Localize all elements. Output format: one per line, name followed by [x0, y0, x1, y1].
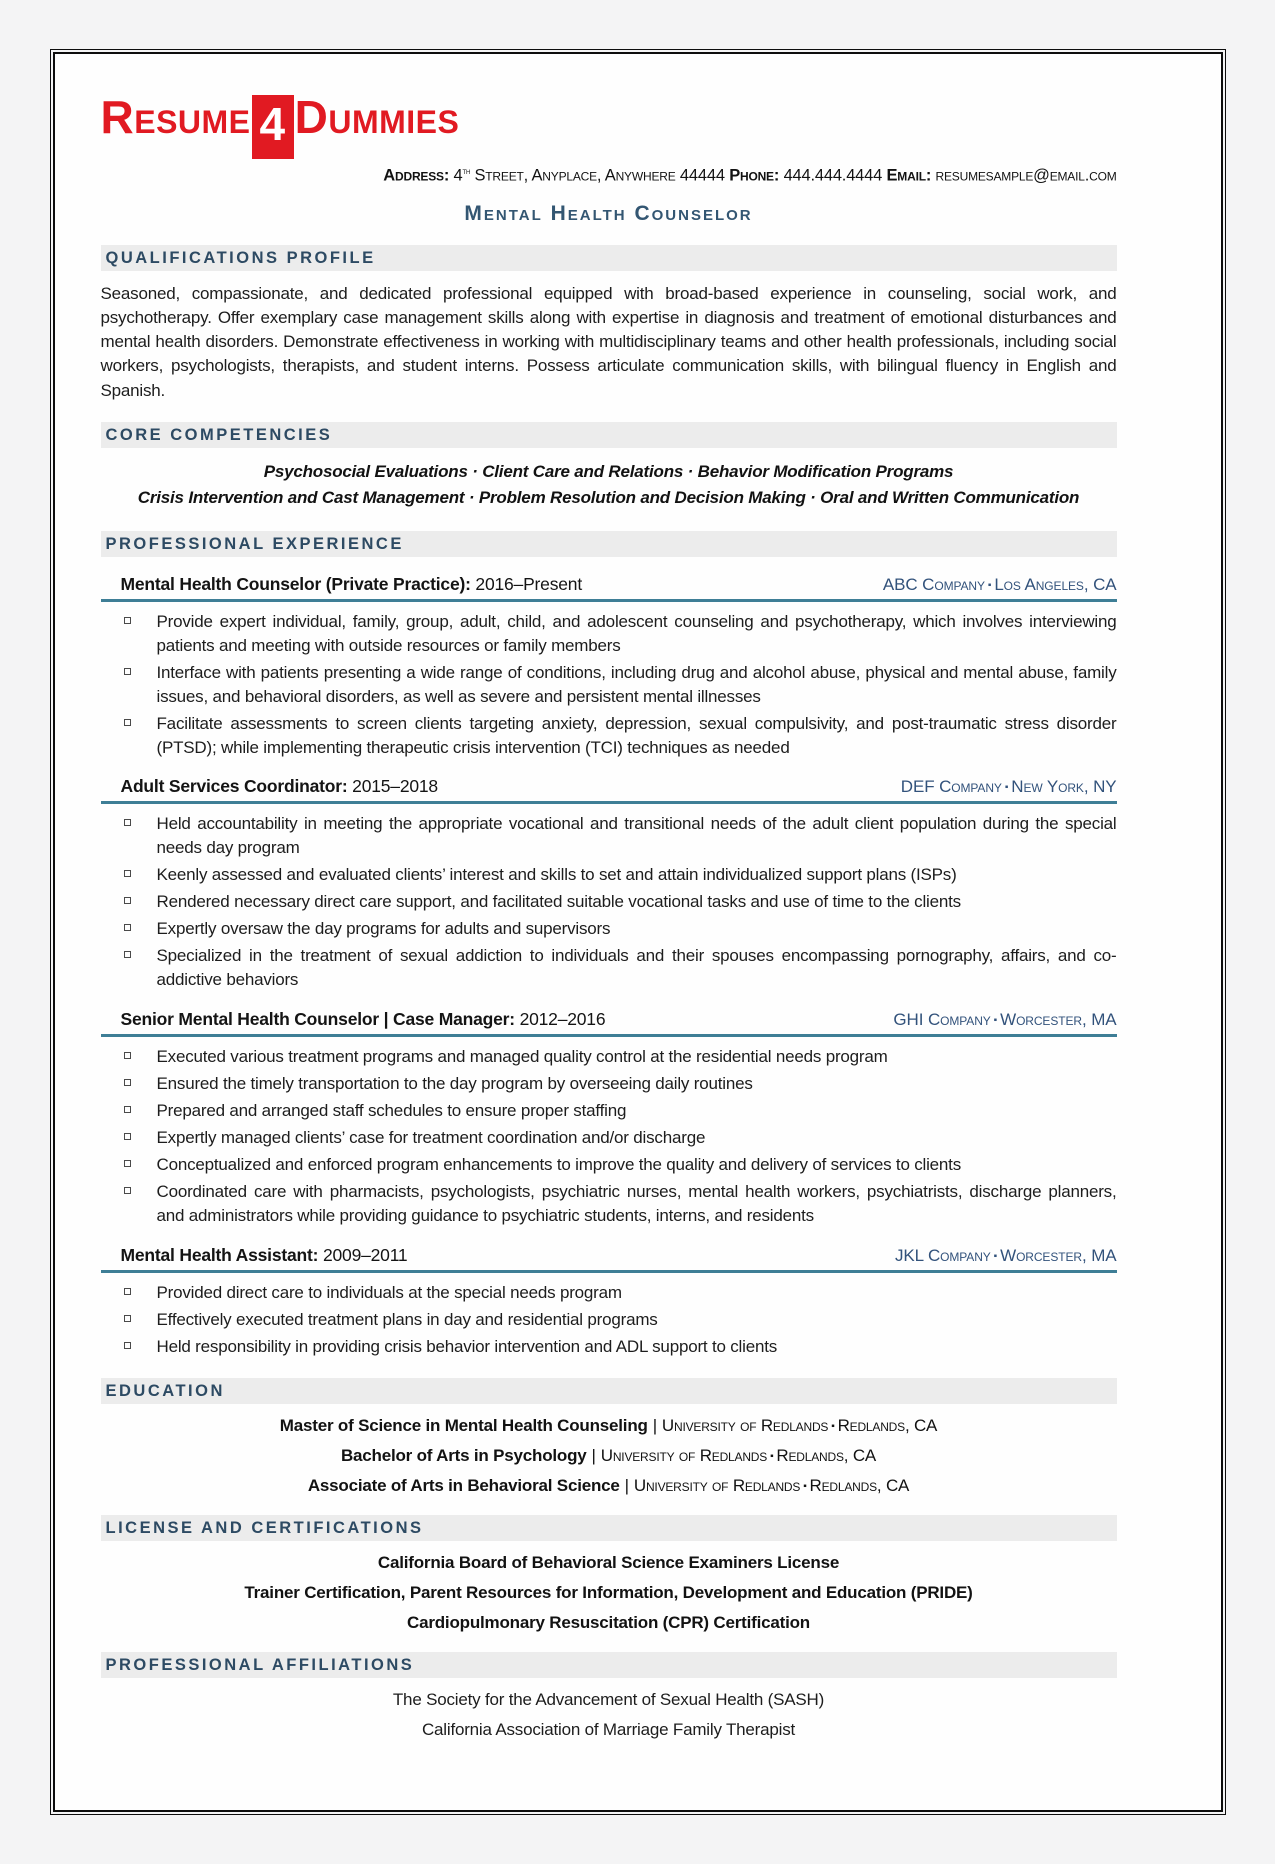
square-bullet-icon — [124, 1160, 131, 1167]
bullet-text: Expertly managed clients’ case for treatment coordination and/or discharge — [156, 1128, 706, 1148]
address-number: 4 — [453, 166, 463, 185]
company-name: DEF Company — [900, 777, 1002, 797]
bullet-text: Held responsibility in providing crisis behavior intervention and ADL support to clients — [156, 1336, 778, 1356]
job-bullets — [101, 1045, 1117, 1228]
license-item: Cardiopulmonary Resuscitation (CPR) Certification — [407, 1612, 810, 1632]
logo-resume-text: Resume — [100, 91, 251, 143]
separator-square-icon: ▪ — [987, 579, 992, 591]
job-bullet — [101, 863, 1117, 887]
square-bullet-icon — [124, 1052, 131, 1059]
job-dates: 2016–Present — [475, 573, 582, 594]
school-location: Redlands, CA — [776, 1445, 877, 1465]
section-heading-qualifications: QUALIFICATIONS PROFILE — [101, 245, 1117, 271]
square-bullet-icon — [124, 1342, 131, 1349]
bullet-text: Executed various treatment programs and managed quality control at the residential needs program — [156, 1047, 888, 1067]
bullet-text: Coordinated care with pharmacists, psychologists, psychiatric nurses, mental health workers, psychiatrists, discharge planners, and administrators while providing guidance to psychiatric students, interns, and residents — [156, 1182, 1117, 1226]
affiliation-item: The Society for the Advancement of Sexual Health (SASH) — [392, 1689, 825, 1709]
bullet-text: Interface with patients presenting a wide range of conditions, including drug and alcohol abuse, physical and mental abuse, family issues, and behavioral disorders, as well as severe and persistent mental illnesses — [156, 662, 1117, 706]
square-bullet-icon — [124, 617, 131, 624]
phone-label: Phone: — [729, 166, 780, 185]
job-bullet — [101, 1281, 1117, 1305]
job-bullet — [101, 917, 1117, 941]
bullet-text: Prepared and arranged staff schedules to ensure proper staffing — [156, 1101, 627, 1121]
email-value: resumesample@email.com — [935, 166, 1117, 185]
square-bullet-icon — [124, 897, 131, 904]
section-heading-education: EDUCATION — [101, 1378, 1117, 1404]
job-title: Senior Mental Health Counselor | Case Manager: — [120, 1009, 515, 1030]
resume-page — [53, 52, 1223, 1812]
job-company-location — [901, 777, 1117, 797]
job-dates: 2012–2016 — [519, 1009, 606, 1030]
school-name: University of Redlands — [633, 1475, 801, 1495]
section-heading-affiliations: PROFESSIONAL AFFILIATIONS — [101, 1652, 1117, 1678]
license-items — [101, 1553, 1117, 1633]
bullet-text: Conceptualized and enforced program enhancements to improve the quality and delivery of services to clients — [156, 1155, 962, 1175]
job-divider-rule — [101, 801, 1117, 804]
phone-value: 444.444.4444 — [783, 166, 883, 185]
job-company-location — [893, 1010, 1116, 1030]
square-bullet-icon — [124, 951, 131, 958]
logo — [101, 88, 1117, 152]
bullet-text: Provided direct care to individuals at the special needs program — [156, 1283, 622, 1303]
square-bullet-icon — [124, 668, 131, 675]
bullet-text: Facilitate assessments to screen clients targeting anxiety, depression, sexual compulsivity, and post-traumatic stress disorder (PTSD); while implementing therapeutic crisis intervention (TCI) techniques as needed — [156, 713, 1117, 757]
company-name: JKL Company — [894, 1246, 991, 1266]
degree-name: Associate of Arts in Behavioral Science — [307, 1475, 620, 1495]
section-professional-experience — [101, 531, 1117, 1359]
company-name: GHI Company — [893, 1010, 991, 1030]
bullet-text: Provide expert individual, family, group, adult, child, and adolescent counseling and psychotherapy, which involves interviewing patients and meeting with outside resources or family members — [156, 611, 1117, 655]
pipe-separator: | — [624, 1475, 629, 1495]
section-licenses — [101, 1515, 1117, 1633]
bullet-text: Rendered necessary direct care support, and facilitated suitable vocational tasks and use of time to the clients — [156, 892, 961, 912]
education-entry — [101, 1476, 1117, 1496]
job-dates: 2009–2011 — [322, 1245, 408, 1266]
square-bullet-icon — [124, 1079, 131, 1086]
company-location: Worcester, MA — [1000, 1246, 1117, 1266]
job-header — [101, 1245, 1117, 1266]
school-location: Redlands, CA — [809, 1475, 910, 1495]
job-header — [101, 574, 1117, 595]
school-location: Redlands, CA — [837, 1415, 938, 1435]
job-entry — [101, 776, 1117, 992]
job-bullet — [101, 1153, 1117, 1177]
separator-square-icon: ▪ — [993, 1015, 998, 1027]
education-entries — [101, 1416, 1117, 1496]
affiliation-items — [101, 1690, 1117, 1740]
job-bullet — [101, 610, 1117, 658]
square-bullet-icon — [124, 719, 131, 726]
job-bullet — [101, 890, 1117, 914]
jobs — [101, 574, 1117, 1359]
job-title: Mental Health Counselor (Private Practice): — [120, 573, 471, 594]
company-location: Worcester, MA — [1000, 1010, 1117, 1030]
separator-square-icon: ▪ — [803, 1480, 807, 1492]
section-qualifications — [101, 245, 1117, 403]
license-item: California Board of Behavioral Science Examiners License — [377, 1552, 840, 1572]
job-title-and-dates — [121, 776, 438, 797]
separator-square-icon: ▪ — [993, 1251, 998, 1263]
job-bullet — [101, 812, 1117, 860]
education-entry — [101, 1446, 1117, 1466]
qualifications-paragraph: Seasoned, compassionate, and dedicated professional equipped with broad-based experience in counseling, social work, and psychotherapy. Offer exemplary case management skills along with expertise in diagnosis and treatment of emotional disturbances and mental health disorders. Demonstrate effectiveness in working with multidisciplinary teams and other health professionals, including social workers, psychologists, therapists, and student interns. Possess articulate communication skills, with bilingual fluency in English and Spanish. — [100, 283, 1117, 400]
job-bullet — [101, 661, 1117, 709]
bullet-text: Specialized in the treatment of sexual addiction to individuals and their spouses encompassing pornography, affairs, and co-addictive behaviors — [156, 946, 1117, 990]
bullet-text: Expertly oversaw the day programs for adults and supervisors — [156, 919, 611, 939]
section-heading-licenses: LICENSE AND CERTIFICATIONS — [101, 1515, 1117, 1541]
competency-line: Psychosocial Evaluations · Client Care and Relations · Behavior Modification Programs — [263, 461, 954, 481]
job-bullets — [101, 1281, 1117, 1359]
job-title-and-dates — [121, 1009, 606, 1030]
job-divider-rule — [101, 599, 1117, 602]
job-bullets — [101, 610, 1117, 760]
document-title: Mental Health Counselor — [464, 201, 753, 225]
job-title-and-dates — [121, 1245, 408, 1266]
job-bullet — [101, 1045, 1117, 1069]
job-bullet — [101, 1099, 1117, 1123]
separator-square-icon: ▪ — [770, 1450, 774, 1462]
separator-square-icon: ▪ — [1004, 782, 1009, 794]
job-bullets — [101, 812, 1117, 992]
job-bullet — [101, 944, 1117, 992]
address-value: Street, Anyplace, Anywhere 44444 — [474, 166, 725, 185]
school-name: University of Redlands — [661, 1415, 829, 1435]
square-bullet-icon — [124, 924, 131, 931]
section-core-competencies — [101, 422, 1117, 512]
bullet-text: Effectively executed treatment plans in day and residential programs — [156, 1310, 658, 1330]
company-location: New York, NY — [1011, 777, 1117, 797]
affiliation-item: California Association of Marriage Family Therapist — [421, 1719, 796, 1739]
job-header — [101, 776, 1117, 797]
license-item: Trainer Certification, Parent Resources for Information, Development and Education (PRIDE) — [244, 1582, 973, 1602]
square-bullet-icon — [124, 1133, 131, 1140]
job-bullet — [101, 1126, 1117, 1150]
job-bullet — [101, 1180, 1117, 1228]
section-heading-experience: PROFESSIONAL EXPERIENCE — [101, 531, 1117, 557]
job-divider-rule — [101, 1034, 1117, 1037]
job-title: Adult Services Coordinator: — [120, 776, 348, 797]
job-divider-rule — [101, 1270, 1117, 1273]
job-title-and-dates — [121, 574, 583, 595]
degree-name: Bachelor of Arts in Psychology — [340, 1445, 587, 1465]
job-bullet — [101, 1072, 1117, 1096]
square-bullet-icon — [124, 1187, 131, 1194]
job-header — [101, 1009, 1117, 1030]
pipe-separator: | — [652, 1415, 657, 1435]
job-dates: 2015–2018 — [352, 776, 438, 797]
address-ordinal: th — [462, 166, 471, 176]
square-bullet-icon — [124, 1106, 131, 1113]
job-bullet — [101, 712, 1117, 760]
separator-square-icon: ▪ — [831, 1420, 835, 1432]
competency-line: Crisis Intervention and Cast Management · Problem Resolution and Decision Making · Oral and Written Communication — [137, 488, 1080, 508]
bullet-text: Keenly assessed and evaluated clients’ interest and skills to set and attain individualized support plans (ISPs) — [156, 865, 957, 885]
square-bullet-icon — [124, 870, 131, 877]
pipe-separator: | — [591, 1445, 596, 1465]
address-label: Address: — [383, 166, 450, 185]
job-entry — [101, 1245, 1117, 1359]
job-bullet — [101, 1335, 1117, 1359]
logo-4: 4 — [252, 95, 294, 159]
square-bullet-icon — [124, 819, 131, 826]
square-bullet-icon — [124, 1315, 131, 1322]
job-company-location — [883, 575, 1117, 595]
bullet-text: Ensured the timely transportation to the day program by overseeing daily routines — [156, 1074, 753, 1094]
square-bullet-icon — [124, 1288, 131, 1295]
bullet-text: Held accountability in meeting the appropriate vocational and transitional needs of the adult client population during the special needs day program — [156, 814, 1117, 858]
job-bullet — [101, 1308, 1117, 1332]
logo-dummies-text: Dummies — [294, 91, 460, 143]
job-title: Mental Health Assistant: — [120, 1245, 319, 1266]
job-entry — [101, 574, 1117, 760]
resume-header — [101, 88, 1117, 226]
job-entry — [101, 1009, 1117, 1228]
section-heading-competencies: CORE COMPETENCIES — [101, 422, 1117, 448]
contact-line — [101, 166, 1117, 186]
degree-name: Master of Science in Mental Health Counseling — [279, 1415, 648, 1435]
section-education — [101, 1378, 1117, 1496]
section-affiliations — [101, 1652, 1117, 1740]
education-entry — [101, 1416, 1117, 1436]
company-location: Los Angeles, CA — [994, 574, 1117, 594]
company-name: ABC Company — [882, 574, 985, 594]
competency-lines — [101, 459, 1117, 512]
school-name: University of Redlands — [600, 1445, 768, 1465]
job-company-location — [895, 1246, 1117, 1266]
email-label: Email: — [886, 166, 932, 185]
